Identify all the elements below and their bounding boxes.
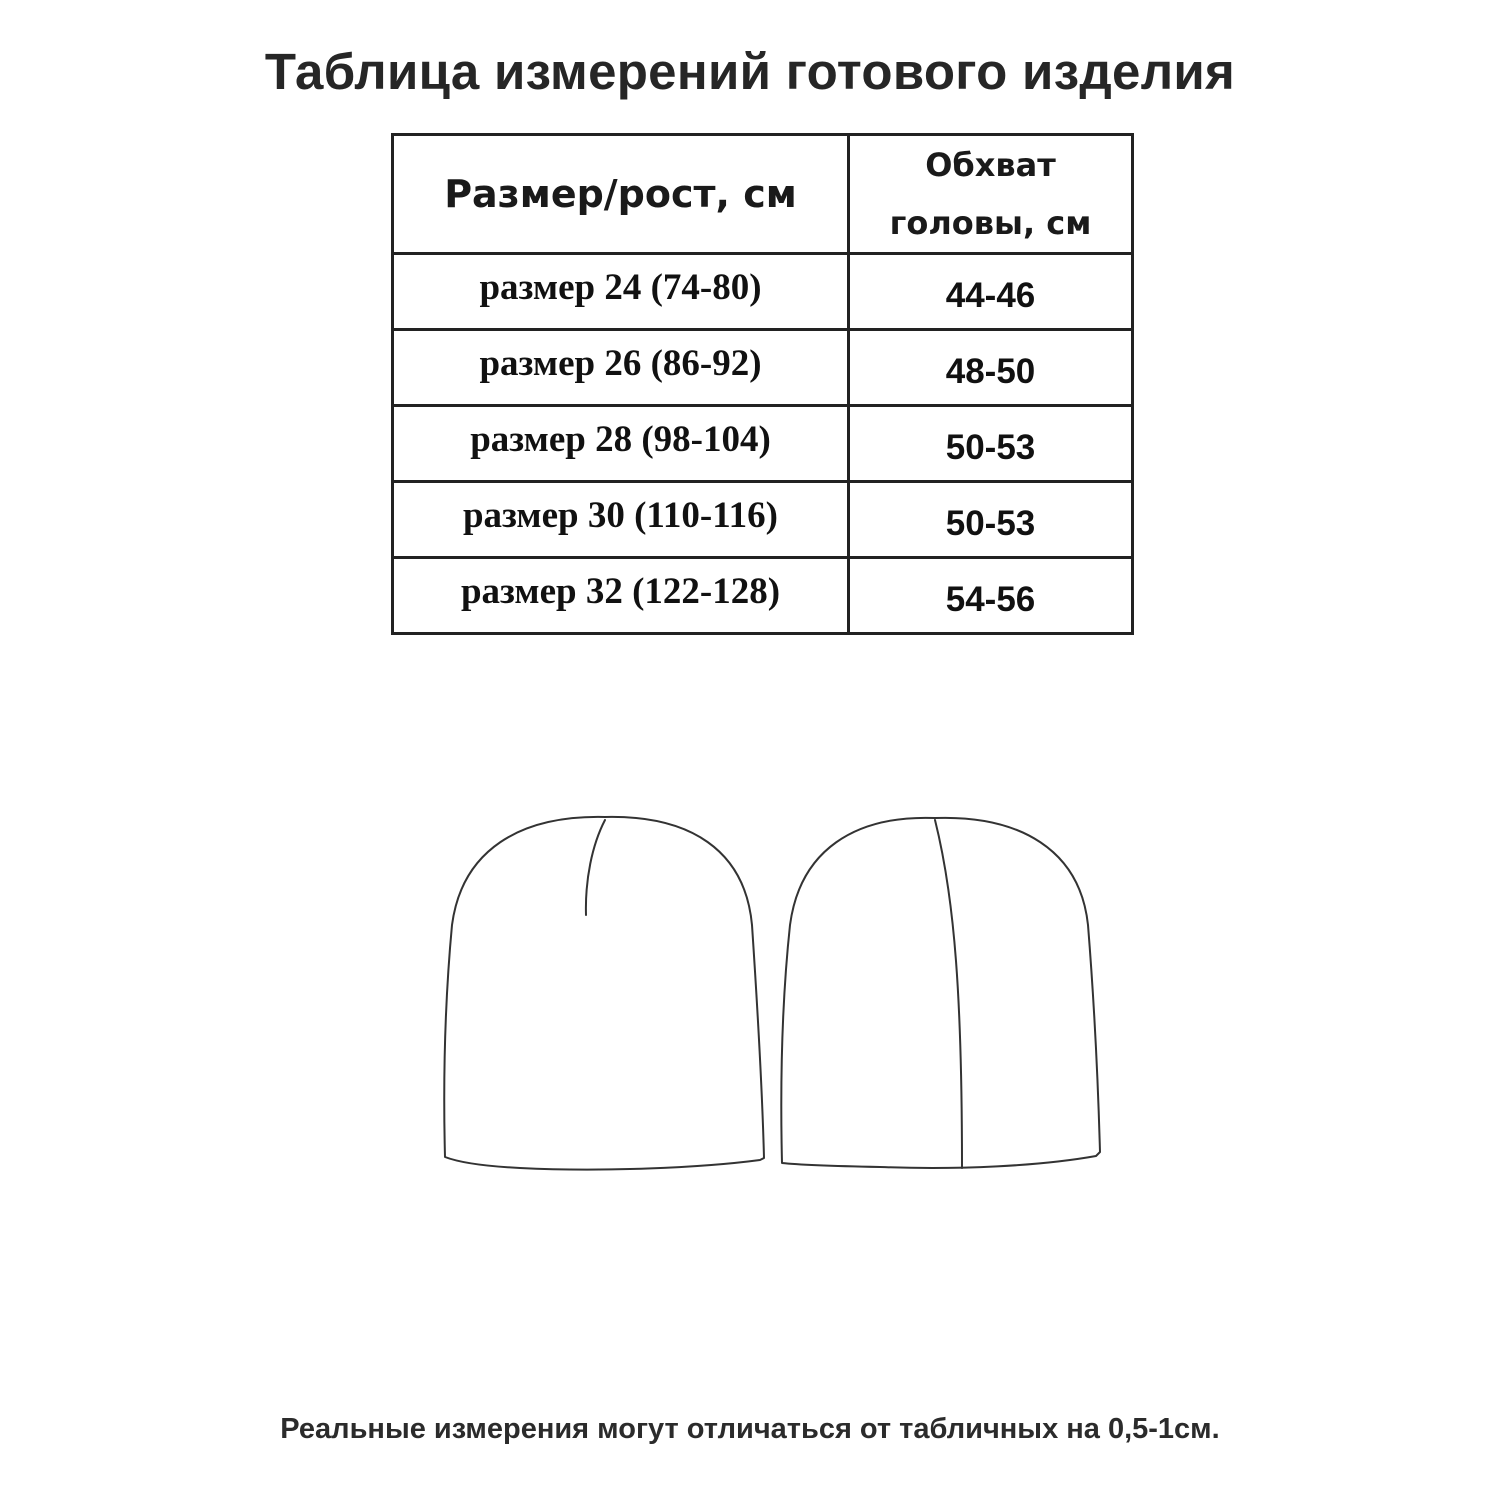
hat-illustration — [430, 805, 1120, 1185]
table-header-row — [393, 135, 1133, 254]
head-header-line2: головы, см — [889, 204, 1092, 242]
head-circumference-cell: 50-53 — [849, 406, 1133, 482]
size-cell: размер 30 (110-116) — [393, 482, 849, 558]
hat-back-icon — [781, 818, 1100, 1168]
table-row — [393, 558, 1133, 634]
head-circumference-column-header — [849, 135, 1133, 254]
page-title: Таблица измерений готового изделия — [264, 43, 1236, 100]
hat-front-icon — [444, 817, 764, 1170]
size-column-header: Размер/рост, см — [393, 135, 849, 254]
head-circumference-cell: 44-46 — [849, 254, 1133, 330]
size-cell: размер 24 (74-80) — [393, 254, 849, 330]
head-header-line1: Обхват — [925, 146, 1056, 184]
size-table — [391, 133, 1134, 635]
table-row — [393, 406, 1133, 482]
table-row — [393, 254, 1133, 330]
size-cell: размер 26 (86-92) — [393, 330, 849, 406]
measurement-footnote: Реальные измерения могут отличаться от табличных на 0,5-1см. — [280, 1413, 1220, 1445]
size-cell: размер 28 (98-104) — [393, 406, 849, 482]
table-row — [393, 330, 1133, 406]
table-row — [393, 482, 1133, 558]
head-circumference-cell: 54-56 — [849, 558, 1133, 634]
head-circumference-cell: 48-50 — [849, 330, 1133, 406]
head-circumference-cell: 50-53 — [849, 482, 1133, 558]
size-cell: размер 32 (122-128) — [393, 558, 849, 634]
